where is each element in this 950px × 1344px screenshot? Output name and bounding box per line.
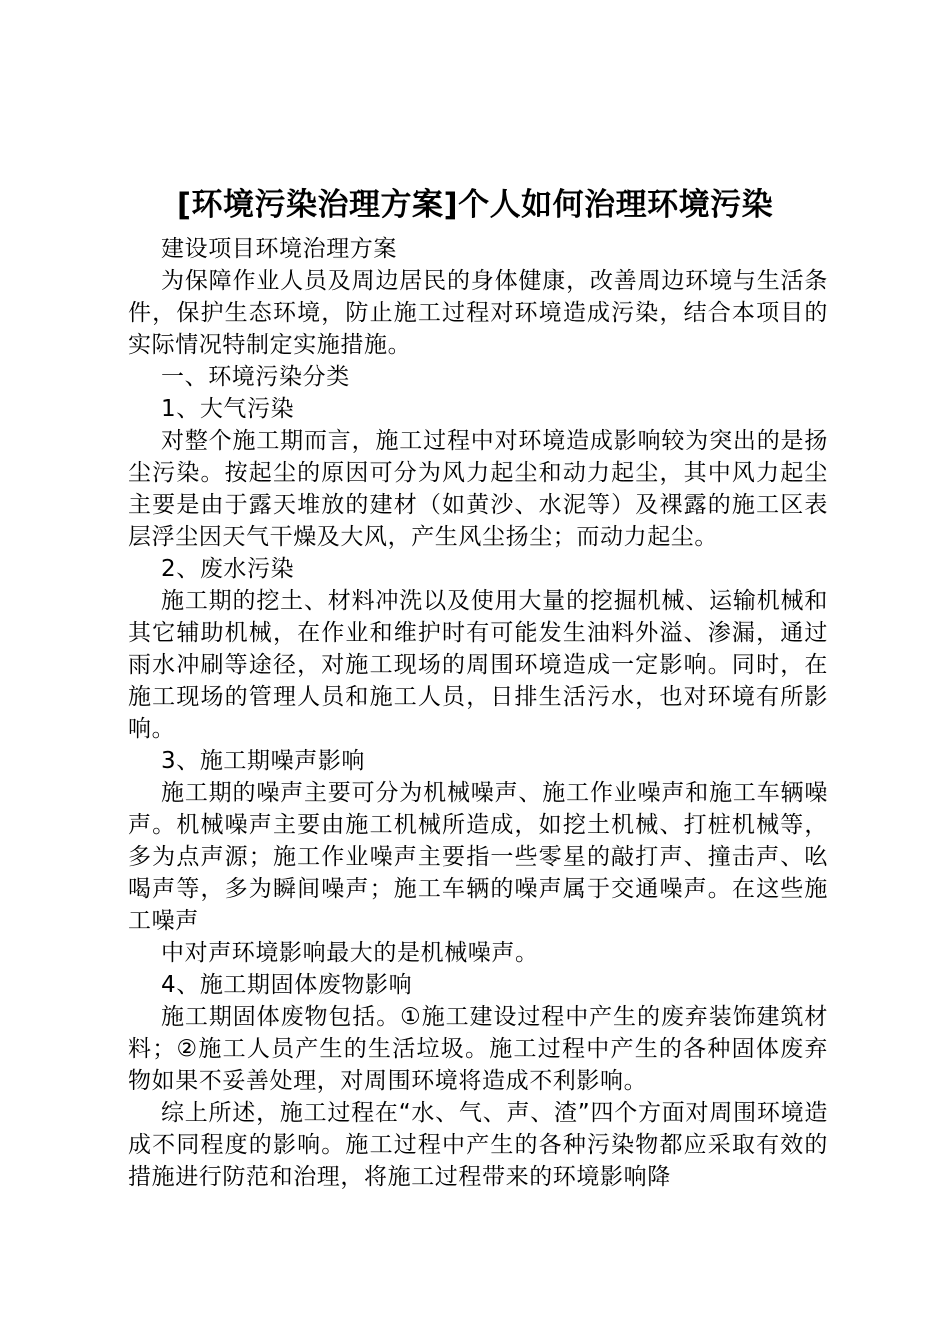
body-paragraph: 综上所述，施工过程在“水、气、声、渣”四个方面对周围环境造成不同程度的影响。施工过程中产生的各种污染物都应采取有效的措施进行防范和治理，将施工过程带来的环境影响降 xyxy=(128,1100,828,1190)
section-heading: 一、环境污染分类 xyxy=(161,364,350,390)
subsection-heading: 3、施工期噪声影响 xyxy=(161,748,366,774)
section-heading: 建设项目环境治理方案 xyxy=(161,236,397,262)
document-title: [环境污染治理方案]个人如何治理环境污染 xyxy=(176,187,774,223)
body-paragraph: 施工期固体废物包括。①施工建设过程中产生的废弃装饰建筑材料；②施工人员产生的生活垃圾。施工过程中产生的各种固体废弃物如果不妥善处理，对周围环境将造成不利影响。 xyxy=(128,1004,828,1094)
body-paragraph: 对整个施工期而言，施工过程中对环境造成影响较为突出的是扬尘污染。按起尘的原因可分为风力起尘和动力起尘，其中风力起尘主要是由于露天堆放的建材（如黄沙、水泥等）及裸露的施工区表层浮尘因天气干燥及大风，产生风尘扬尘；而动力起尘。 xyxy=(128,428,828,550)
subsection-heading: 2、废水污染 xyxy=(161,556,295,582)
subsection-heading: 4、施工期固体废物影响 xyxy=(161,972,413,998)
document-body xyxy=(128,233,828,1193)
subsection-heading: 1、大气污染 xyxy=(161,396,295,422)
body-paragraph: 施工期的噪声主要可分为机械噪声、施工作业噪声和施工车辆噪声。机械噪声主要由施工机械所造成，如挖土机械、打桩机械等，多为点声源；施工作业噪声主要指一些零星的敲打声、撞击声、吆喝声等，多为瞬间噪声；施工车辆的噪声属于交通噪声。在这些施工噪声 xyxy=(128,780,828,934)
body-paragraph: 中对声环境影响最大的是机械噪声。 xyxy=(161,940,539,966)
body-paragraph: 施工期的挖土、材料冲洗以及使用大量的挖掘机械、运输机械和其它辅助机械，在作业和维护时有可能发生油料外溢、渗漏，通过雨水冲刷等途径，对施工现场的周围环境造成一定影响。同时，在施工现场的管理人员和施工人员，日排生活污水，也对环境有所影响。 xyxy=(128,588,828,742)
intro-paragraph: 为保障作业人员及周边居民的身体健康，改善周边环境与生活条件，保护生态环境，防止施工过程对环境造成污染，结合本项目的实际情况特制定实施措施。 xyxy=(128,268,828,358)
